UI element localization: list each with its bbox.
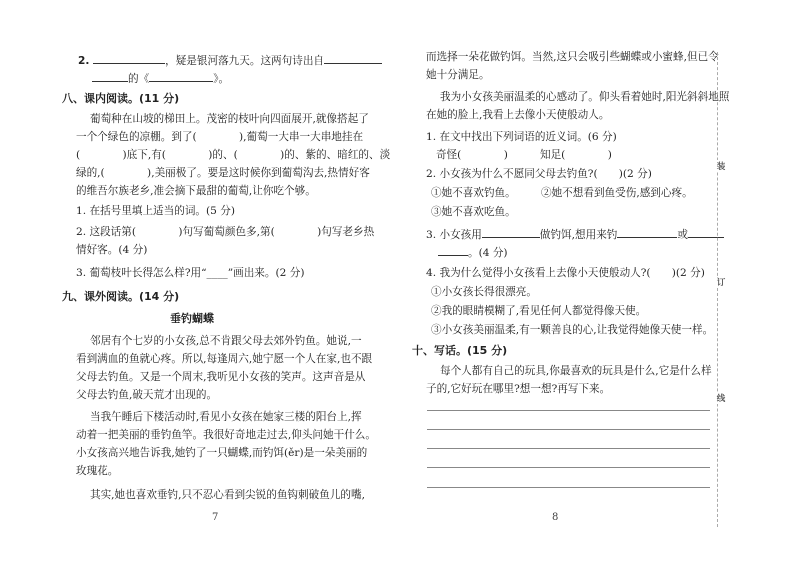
story-line: 当我午睡后下楼活动时,看见小女孩在她家三楼的阳台上,挥 — [90, 411, 362, 423]
story-line: 我为小女孩美丽温柔的心感动了。仰头看着她时,阳光斜斜地照 — [440, 91, 730, 103]
passage-line: 绿的,( ),美丽极了。要是这时候你到葡萄沟去,热情好客 — [76, 167, 370, 179]
passage-line: 一个个绿色的凉棚。到了( ),葡萄一大串一大串地挂在 — [76, 131, 364, 143]
binding-mark-middle: 订 — [716, 278, 726, 288]
answer-blank[interactable] — [482, 226, 540, 238]
story-line: 父母去钓鱼,破天荒才出现的。 — [76, 389, 218, 401]
option-3[interactable]: ③她不喜欢吃鱼。 — [431, 206, 516, 218]
page-number: 8 — [552, 512, 559, 523]
question-9-4: 4. 我为什么觉得小女孩看上去像小天使般动人?( )(2 分) — [426, 267, 705, 279]
story-line: 父母去钓鱼。又是一个周末,我听见小女孩的笑声。这声音是从 — [76, 371, 366, 383]
story-title: 垂钓蝴蝶 — [170, 312, 214, 325]
answer-blank[interactable] — [617, 226, 677, 238]
story-line: 她十分满足。 — [426, 69, 490, 81]
synonym-blank-a[interactable]: 奇怪( ) — [436, 149, 508, 161]
option-1[interactable]: ①她不喜欢钓鱼。 — [431, 187, 516, 199]
writing-line[interactable] — [427, 448, 710, 449]
question-text: 的《 — [128, 73, 150, 85]
answer-blank[interactable] — [438, 244, 468, 256]
question-number: 2. — [78, 55, 90, 67]
question-8-2: 2. 这段话第( )句写葡萄颜色多,第( )句写老乡热 — [76, 226, 375, 238]
story-line: 动着一把美丽的垂钓鱼竿。我很好奇地走过去,仰头问她干什么。 — [76, 429, 376, 441]
question-text: 或 — [677, 229, 688, 241]
page-number: 7 — [212, 512, 219, 523]
passage-line: 的维吾尔族老乡,准会摘下最甜的葡萄,让你吃个够。 — [76, 185, 316, 197]
question-8-1: 1. 在括号里填上适当的词。(5 分) — [76, 205, 235, 217]
binding-mark-bottom: 线 — [716, 394, 726, 404]
prompt-line: 子的,它好玩在哪里?想一想?再写下来。 — [426, 383, 611, 395]
story-line: 在她的脸上,我看上去像小天使般动人。 — [426, 109, 610, 121]
writing-line[interactable] — [427, 467, 710, 468]
question-text: ，疑是银河落九天。这两句诗出自 — [165, 55, 325, 67]
question-9-3-cont — [438, 244, 508, 260]
story-line: 小女孩高兴地告诉我,她钓了一只蝴蝶,而钓饵(ěr)是一朵美丽的 — [76, 447, 368, 459]
binding-line — [717, 52, 719, 527]
writing-line[interactable] — [427, 487, 710, 488]
synonym-blank-b[interactable]: 知足( ) — [540, 149, 612, 161]
question-text: 。(4 分) — [468, 247, 508, 259]
binding-mark-top: 装 — [716, 162, 726, 172]
question-text: 做钓饵,想用来钓 — [539, 229, 618, 241]
story-line: 邻居有个七岁的小女孩,总不肯跟父母去郊外钓鱼。她说,一 — [90, 335, 362, 347]
question-8-2-cont: 情好客。(4 分) — [76, 244, 148, 256]
option-2[interactable]: ②我的眼睛模糊了,看见任何人都觉得像天使。 — [431, 305, 647, 317]
passage-line: ( )底下,有( )的、( )的、紫的、暗红的、淡 — [76, 149, 391, 161]
story-line: 其实,她也喜欢垂钓,只不忍心看到尖锐的鱼钩刺破鱼儿的嘴, — [90, 489, 365, 501]
option-3[interactable]: ③小女孩美丽温柔,有一颗善良的心,让我觉得她像天使一样。 — [431, 324, 714, 336]
story-line: 玫瑰花。 — [76, 465, 119, 477]
question-9-2: 2. 小女孩为什么不愿同父母去钓鱼?( )(2 分) — [426, 168, 652, 180]
writing-line[interactable] — [427, 429, 710, 430]
question-text: 3. 小女孩用 — [426, 229, 482, 241]
question-9-1: 1. 在文中找出下列词语的近义词。(6 分) — [426, 131, 617, 143]
option-1[interactable]: ①小女孩长得很漂亮。 — [431, 286, 537, 298]
question-text: 》。 — [213, 73, 230, 85]
option-2[interactable]: ②她不想看到鱼受伤,感到心疼。 — [541, 187, 693, 199]
question-9-3 — [426, 226, 724, 242]
section-9-title: 九、课外阅读。(14 分) — [62, 290, 180, 303]
story-line: 而选择一朵花做钓饵。当然,这只会吸引些蝴蝶或小蜜蜂,但已令 — [426, 51, 719, 63]
question-8-3: 3. 葡萄枝叶长得怎么样?用“____”画出来。(2 分) — [76, 267, 305, 279]
writing-line[interactable] — [427, 410, 710, 411]
passage-line: 葡萄种在山坡的梯田上。茂密的枝叶向四面展开,就像搭起了 — [90, 113, 369, 125]
section-8-title: 八、课内阅读。(11 分) — [62, 92, 180, 105]
section-10-title: 十、写话。(15 分) — [412, 344, 508, 357]
story-line: 看到满血的鱼就心疼。所以,每逢周六,她宁愿一个人在家,也不跟 — [76, 353, 373, 365]
prompt-line: 每个人都有自己的玩具,你最喜欢的玩具是什么,它是什么样 — [440, 365, 712, 377]
